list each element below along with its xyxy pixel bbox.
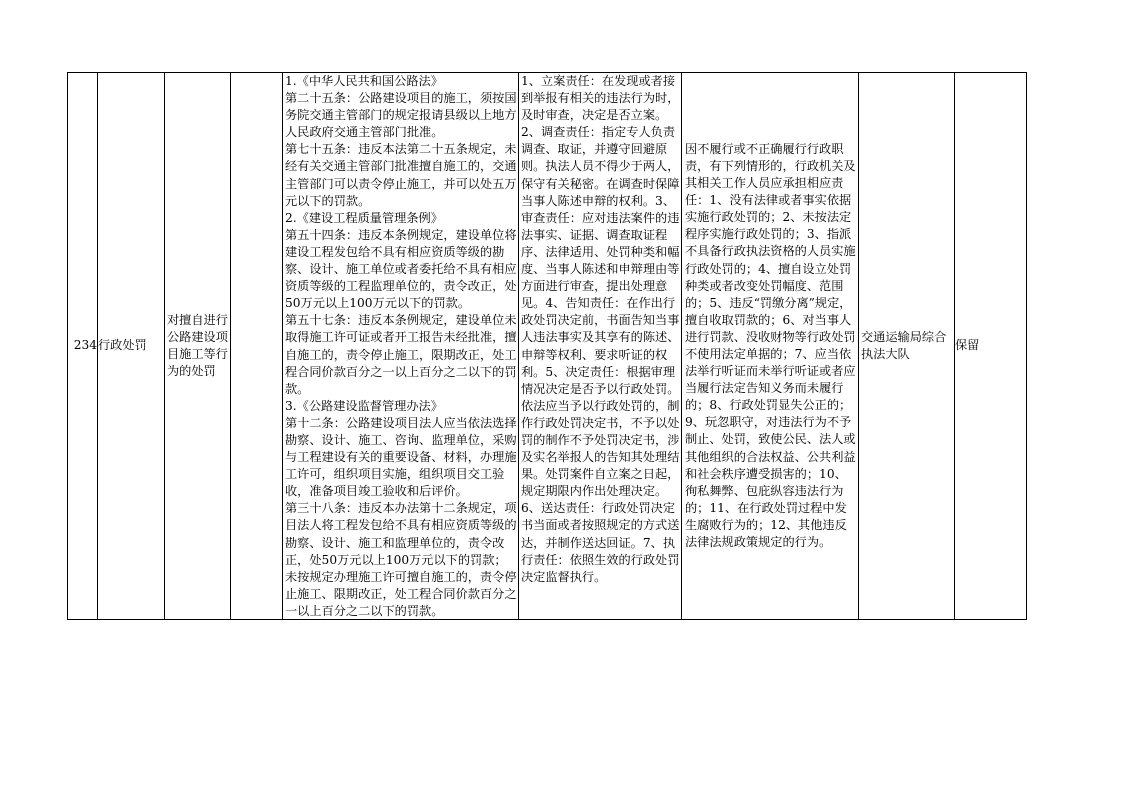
basis-line: 第十二条：公路建设项目法人应当依法选择勘察、设计、施工、咨询、监理单位，采购与工程建设有关的重要设备、材料，办理施工许可，组织项目实施，组织项目交工验收，准备项目竣工验收和后评价。 [285, 415, 517, 499]
basis-line: 第七十五条：违反本法第二十五条规定，未经有关交通主管部门批准擅自施工的，交通主管部门可以责令停止施工，并可以处五万元以下的罚款。 [285, 142, 517, 208]
table-row [68, 73, 1027, 620]
implementing-department [859, 73, 955, 620]
responsibility-items [519, 73, 682, 620]
responsibility-text: 1、立案责任：在发现或者接到举报有相关的违法行为时，及时审查，决定是否立案。2、调查责任：指定专人负责调查、取证，并遵守回避原则。执法人员不得少于两人，保守有关秘密。在调查时保障当事人陈述申辩的权利。3、审查责任：应对违法案件的违法事实、证据、调查取证程序、法律适用、处罚种类和幅度、当事人陈述和申辩理由等方面进行审查，提出处理意见。4、告知责任：在作出行政处罚决定前，书面告知当事人违法事实及其享有的陈述、申辩等权利、要求听证的权利。5、决定责任：根据审理情况决定是否予以行政处罚。依法应当予以行政处罚的，制作行政处罚决定书，不予以处罚的制作不予处罚决定书，涉及实名举报人的告知其处理结果。处罚案件自立案之日起，规定期限内作出处理决定。 [521, 74, 680, 499]
status-cell: 保留 [955, 73, 1027, 620]
item-name [165, 73, 231, 620]
basis-line: 第五十七条：违反本条例规定，建设单位未取得施工许可证或者开工报告未经批准，擅自施工的，责令停止施工，限期改正，处工程合同价款百分之一以上百分之二以下的罚款。 [285, 313, 517, 396]
department-text: 交通运输局综合执法大队 [861, 329, 947, 361]
basis-line: 3.《公路建设监督管理办法》 [285, 398, 443, 413]
item-name-text: 对擅自进行公路建设项目施工等行为的处罚 [167, 312, 228, 379]
basis-line: 第三十八条：违反本办法第十二条规定，项目法人将工程发包给不具有相应资质等级的勘察、设计、施工和监理单位的，责令改正，处50万元以上100万元以下的罚款；未按规定办理施工许可擅自施工的，责令停止施工、限期改正，处工程合同价款百分之一以上百分之二以下的罚款。 [285, 501, 517, 618]
power-list-table [67, 72, 1027, 620]
basis-line: 第五十四条：违反本条例规定，建设单位将建设工程发包给不具有相应资质等级的勘察、设计、施工单位或者委托给不具有相应资质等级的工程监理单位的，责令改正，处50万元以上100万元以下的罚款。 [285, 227, 517, 311]
row-number: 234 [68, 73, 98, 620]
accountability-cases [682, 73, 859, 620]
sub-item-cell [231, 73, 283, 620]
legal-basis [283, 73, 519, 620]
responsibility-text: 6、送达责任：行政处罚决定书当面或者按照规定的方式送达，并制作送达回证。7、执行责任：依照生效的行政处罚决定监督执行。 [521, 501, 680, 584]
accountability-text: 因不履行或不正确履行行政职责，有下列情形的，行政机关及其相关工作人员应承担相应责任：1、没有法律或者事实依据实施行政处罚的；2、未按法定程序实施行政处罚的；3、指派不具备行政执法资格的人员实施行政处罚的；4、擅自设立处罚种类或者改变处罚幅度、范围的；5、违反“罚缴分离”规定，擅自收取罚款的；6、对当事人进行罚款、没收财物等行政处罚不使用法定单据的；7、应当依法举行听证而未举行听证或者应当履行法定告知义务而未履行的；8、行政处罚显失公正的；9、玩忽职守，对违法行为不予制止、处罚，致使公民、法人或其他组织的合法权益、公共利益和社会秩序遭受损害的；10、徇私舞弊、包庇纵容违法行为的；11、在行政处罚过程中发生腐败行为的；12、其他违反法律法规政策规定的行为。 [685, 141, 856, 550]
basis-line: 2.《建设工程质量管理条例》 [285, 210, 443, 225]
basis-line: 第二十五条：公路建设项目的施工，须按国务院交通主管部门的规定报请县级以上地方人民政府交通主管部门批准。 [285, 91, 517, 140]
power-category: 行政处罚 [98, 73, 165, 620]
basis-line: 1.《中华人民共和国公路法》 [285, 74, 443, 88]
